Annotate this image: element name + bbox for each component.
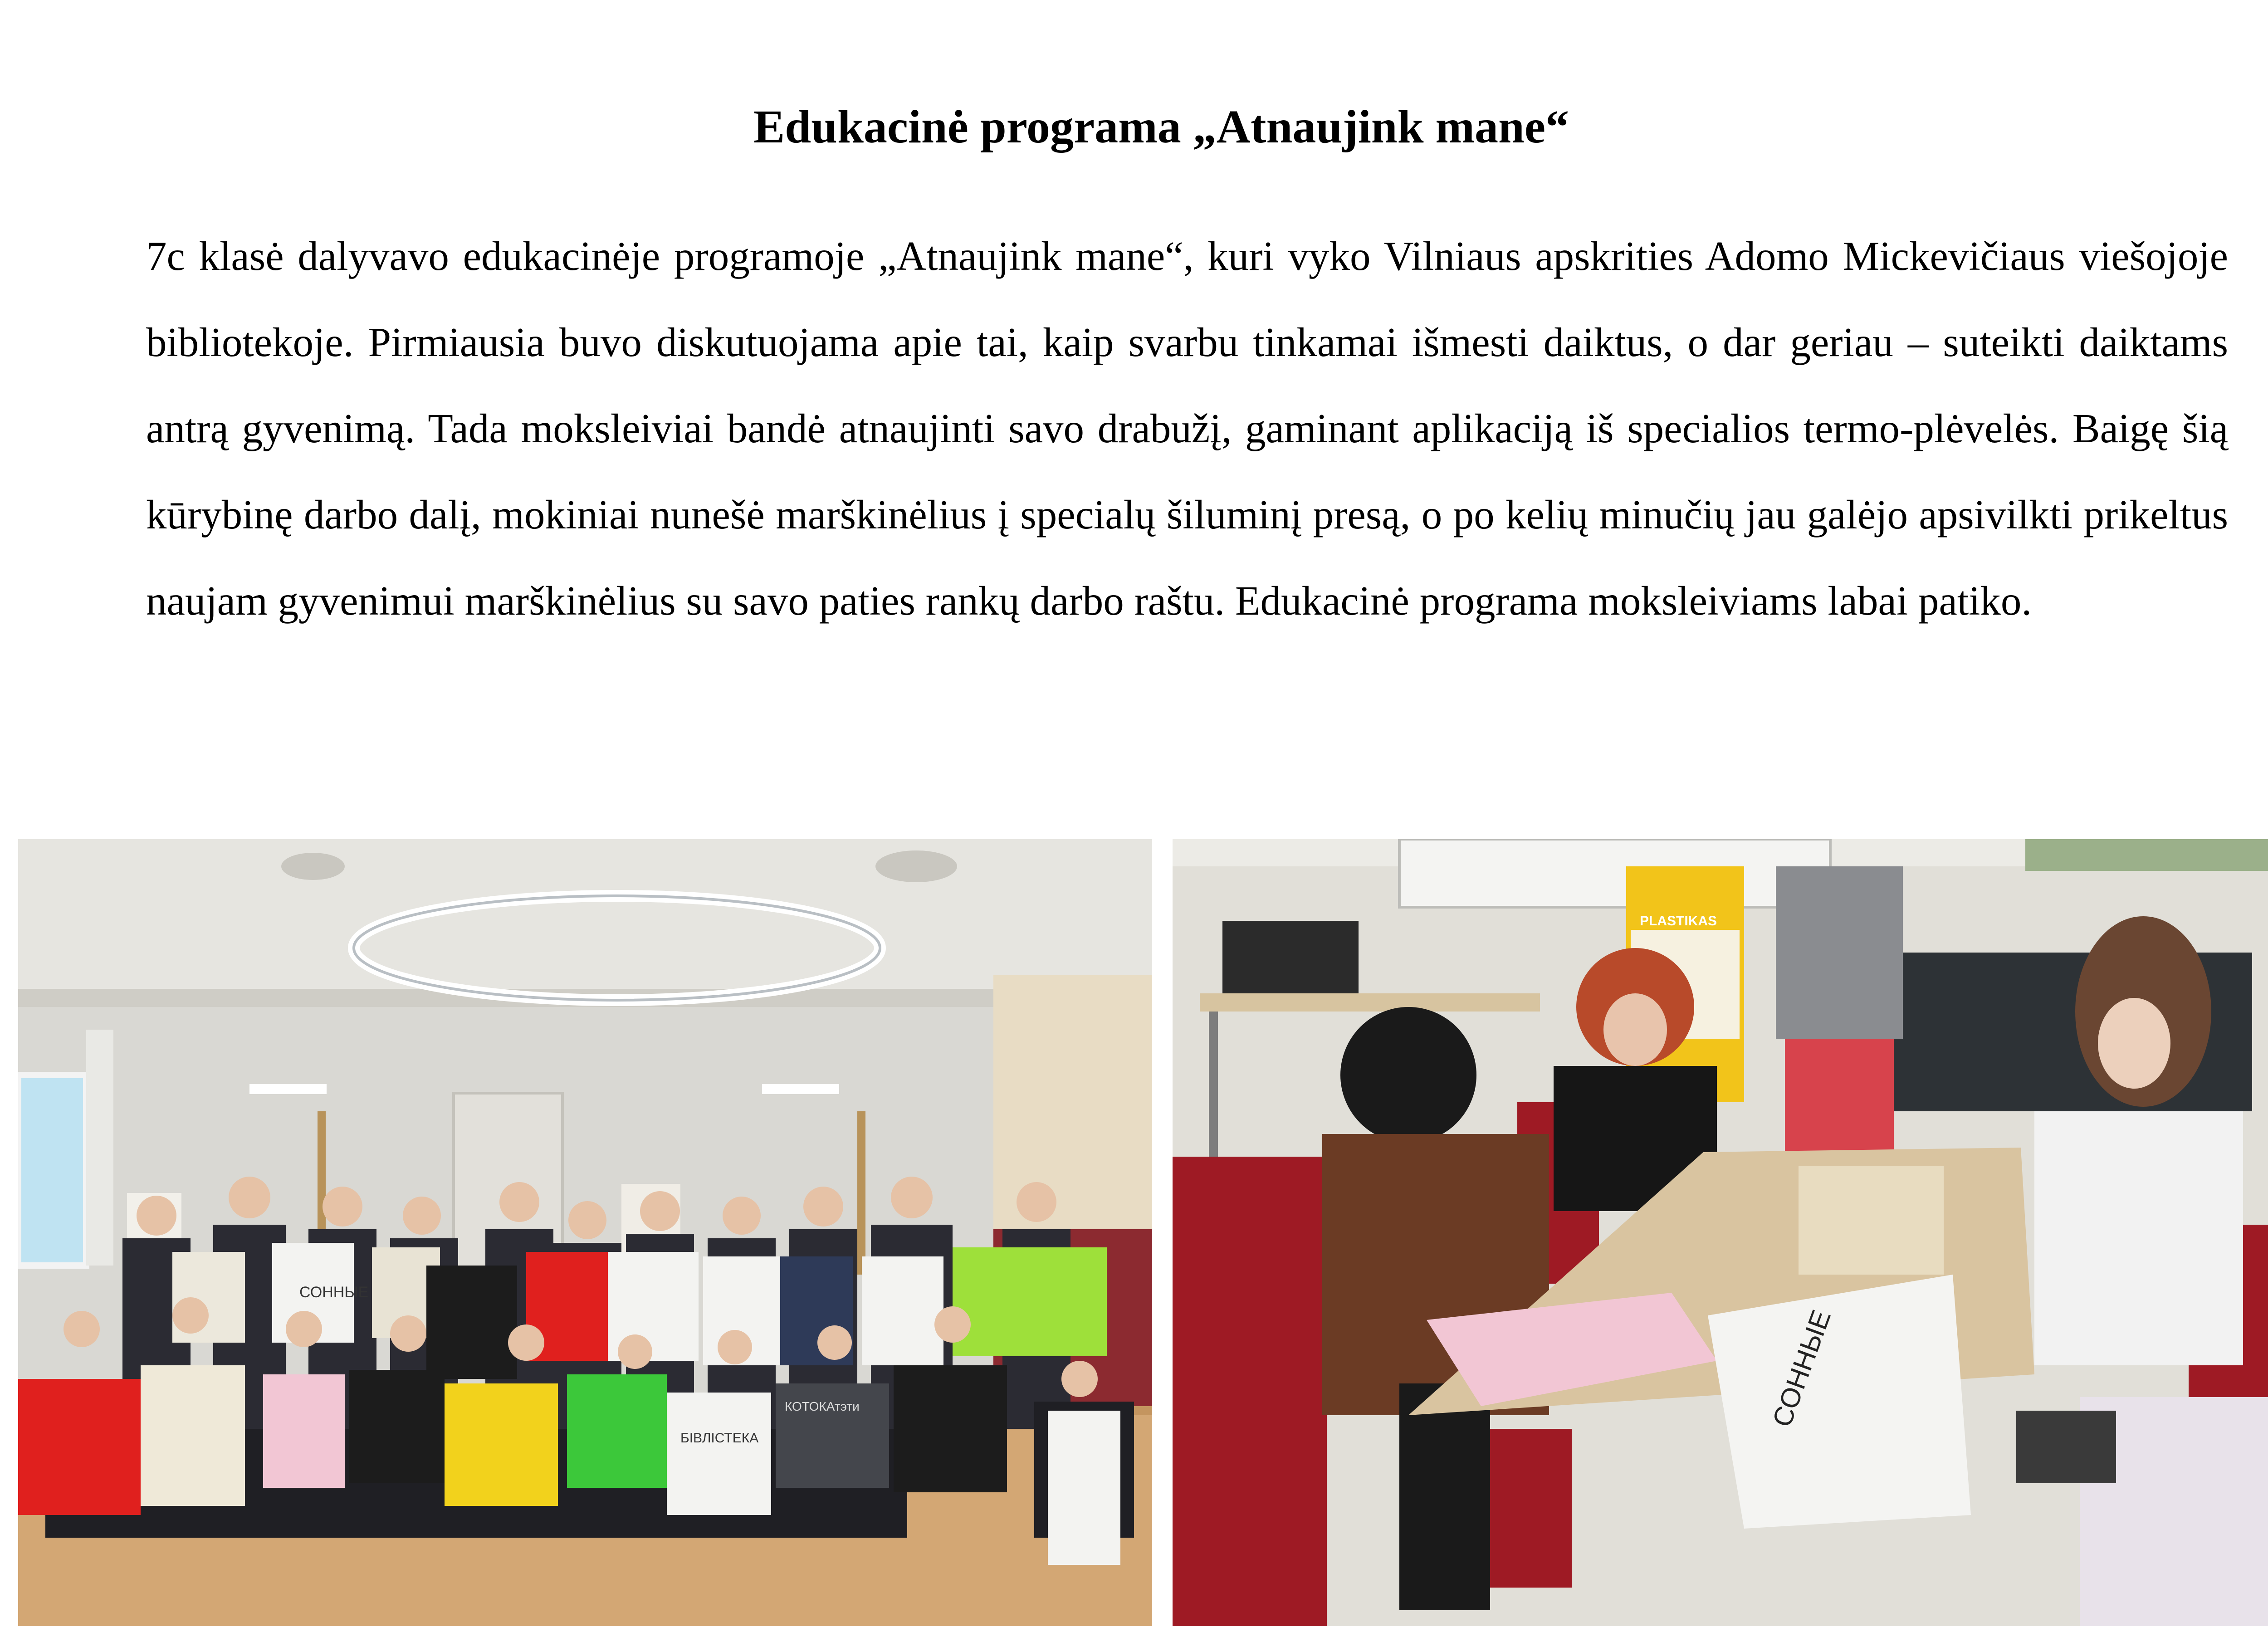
document-title: Edukacinė programa „Atnaujink mane“: [753, 101, 1569, 153]
bin-label: PLASTIKAS: [1640, 914, 1717, 929]
document-paragraph: 7c klasė dalyvavo edukacinėje programoje „Atnaujink mane“, kuri vyko Vilniaus apskrities Adomo Mickevičiaus viešojoje bibliotekoje. Pirmiausia buvo diskutuojama apie tai, kaip svarbu tinkamai išmesti daiktus, o dar geriau – suteikti daiktams antrą gyvenimą. Tada moksleiviai bandė atnaujinti savo drabužį, gaminant aplikaciją iš specialios termo-plėvelės. Baigę šią kūrybinę darbo dalį, mokiniai nunešė marškinėlius į specialų šiluminį presą, o po kelių minučių jau galėjo apsivilkti prikeltus naujam gyvenimui marškinėlius su savo paties rankų darbo raštu. Edukacinė programa moksleiviams labai patiko.: [146, 233, 2228, 624]
group-photo-illustration: [18, 839, 1152, 1626]
shirt-print-text: БІВЛІСТЕКА: [680, 1431, 759, 1446]
group-photo: [18, 839, 1152, 1626]
workshop-photo-illustration: [1173, 839, 2268, 1626]
workshop-photo: [1173, 839, 2268, 1626]
shirt-print-text: КОТОКАтэти: [785, 1399, 860, 1413]
shirt-print-text: СОННЫЕ: [299, 1284, 369, 1301]
shirt-print-text: СОННЫЕ: [1766, 1306, 1837, 1431]
